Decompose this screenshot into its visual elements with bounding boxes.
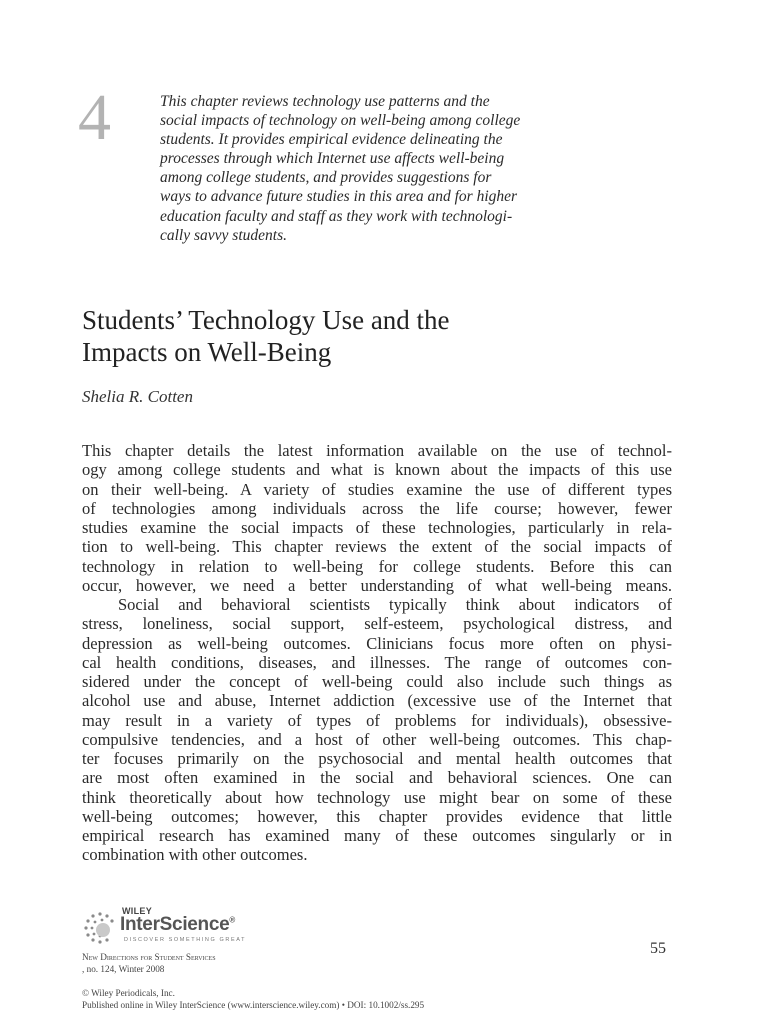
body-line: well-being outcomes; however, this chapter provides evidence that little [82, 806, 672, 826]
body-line: depression as well-being outcomes. Clinicians focus more often on physi- [82, 633, 672, 653]
footer-citation [82, 951, 424, 999]
body-text [82, 441, 672, 865]
body-line: ogy among college students and what is known about the impacts of this use [82, 460, 672, 480]
page-number: 55 [650, 940, 666, 957]
title-line: Students’ Technology Use and the [82, 305, 450, 335]
body-line: This chapter details the latest information available on the use of technol- [82, 441, 672, 460]
body-line: alcohol use and abuse, Internet addiction (excessive use of the Internet that [82, 691, 672, 711]
body-line: are most often examined in the social and behavioral sciences. One can [82, 768, 672, 788]
abstract-line: ways to advance future studies in this area and for higher [160, 188, 518, 206]
body-line: may result in a variety of types of problems for individuals), obsessive- [82, 710, 672, 730]
body-line: of technologies among individuals across the life course; however, fewer [82, 498, 672, 518]
issue-info: , no. 124, Winter 2008 [82, 964, 165, 974]
title-line: Impacts on Well-Being [82, 337, 332, 367]
chapter-title [82, 304, 450, 368]
page-footer [82, 951, 424, 1011]
body-line: sidered under the concept of well-being could also include such things as [82, 672, 672, 691]
author-name: Shelia R. Cotten [82, 387, 193, 406]
paragraph-2 [82, 595, 672, 865]
body-line: technology in relation to well-being for college students. Before this can [82, 556, 672, 576]
body-line: think theoretically about how technology use might bear on some of these [82, 787, 672, 807]
journal-name: New Directions for Student Services [82, 952, 216, 962]
body-line: tion to well-being. This chapter reviews the extent of the social impacts of [82, 537, 672, 557]
paragraph-1 [82, 441, 672, 595]
body-line: combination with other outcomes. [82, 845, 308, 865]
interscience-wordmark [120, 914, 235, 936]
body-line: cal health conditions, diseases, and illnesses. The range of outcomes con- [82, 652, 672, 672]
abstract-line: cally savvy students. [160, 226, 287, 244]
abstract-line: This chapter reviews technology use patterns and the [160, 93, 490, 110]
abstract-line: education faculty and staff as they work with technologi- [160, 207, 513, 225]
body-line: stress, loneliness, social support, self-esteem, psychological distress, and [82, 614, 672, 634]
body-line: compulsive tendencies, and a host of other well-being outcomes. This chap- [82, 729, 672, 749]
abstract-line: students. It provides empirical evidence delineating the [160, 131, 503, 149]
body-line: empirical research has examined many of these outcomes singularly or in [82, 826, 672, 845]
logo-tagline: DISCOVER SOMETHING GREAT [124, 937, 247, 943]
chapter-abstract [160, 92, 600, 245]
abstract-line: social impacts of technology on well-being among college [160, 112, 521, 130]
wiley-interscience-logo [82, 906, 282, 946]
body-line: ter focuses primarily on the psychosocial and mental health outcomes that [82, 749, 672, 768]
copyright: © Wiley Periodicals, Inc. [82, 988, 175, 998]
abstract-line: among college students, and provides suggestions for [160, 169, 492, 187]
body-line: occur, however, we need a better understanding of what well-being means. [82, 575, 672, 595]
footer-published: Published online in Wiley InterScience (www.interscience.wiley.com) • DOI: 10.1002/ss.295 [82, 1000, 425, 1010]
chapter-number: 4 [78, 81, 111, 154]
registered-mark: ® [229, 915, 236, 925]
interscience-logo-icon [82, 910, 118, 946]
wiley-wordmark: WILEY [122, 906, 152, 916]
body-line: on their well-being. A variety of studies examine the use of different types [82, 479, 672, 499]
interscience-name: InterScience [120, 914, 230, 935]
body-line: Social and behavioral scientists typically think about indicators of [118, 595, 672, 614]
abstract-line: processes through which Internet use affects well-being [160, 150, 505, 168]
body-line: studies examine the social impacts of these technologies, particularly in rela- [82, 518, 672, 537]
